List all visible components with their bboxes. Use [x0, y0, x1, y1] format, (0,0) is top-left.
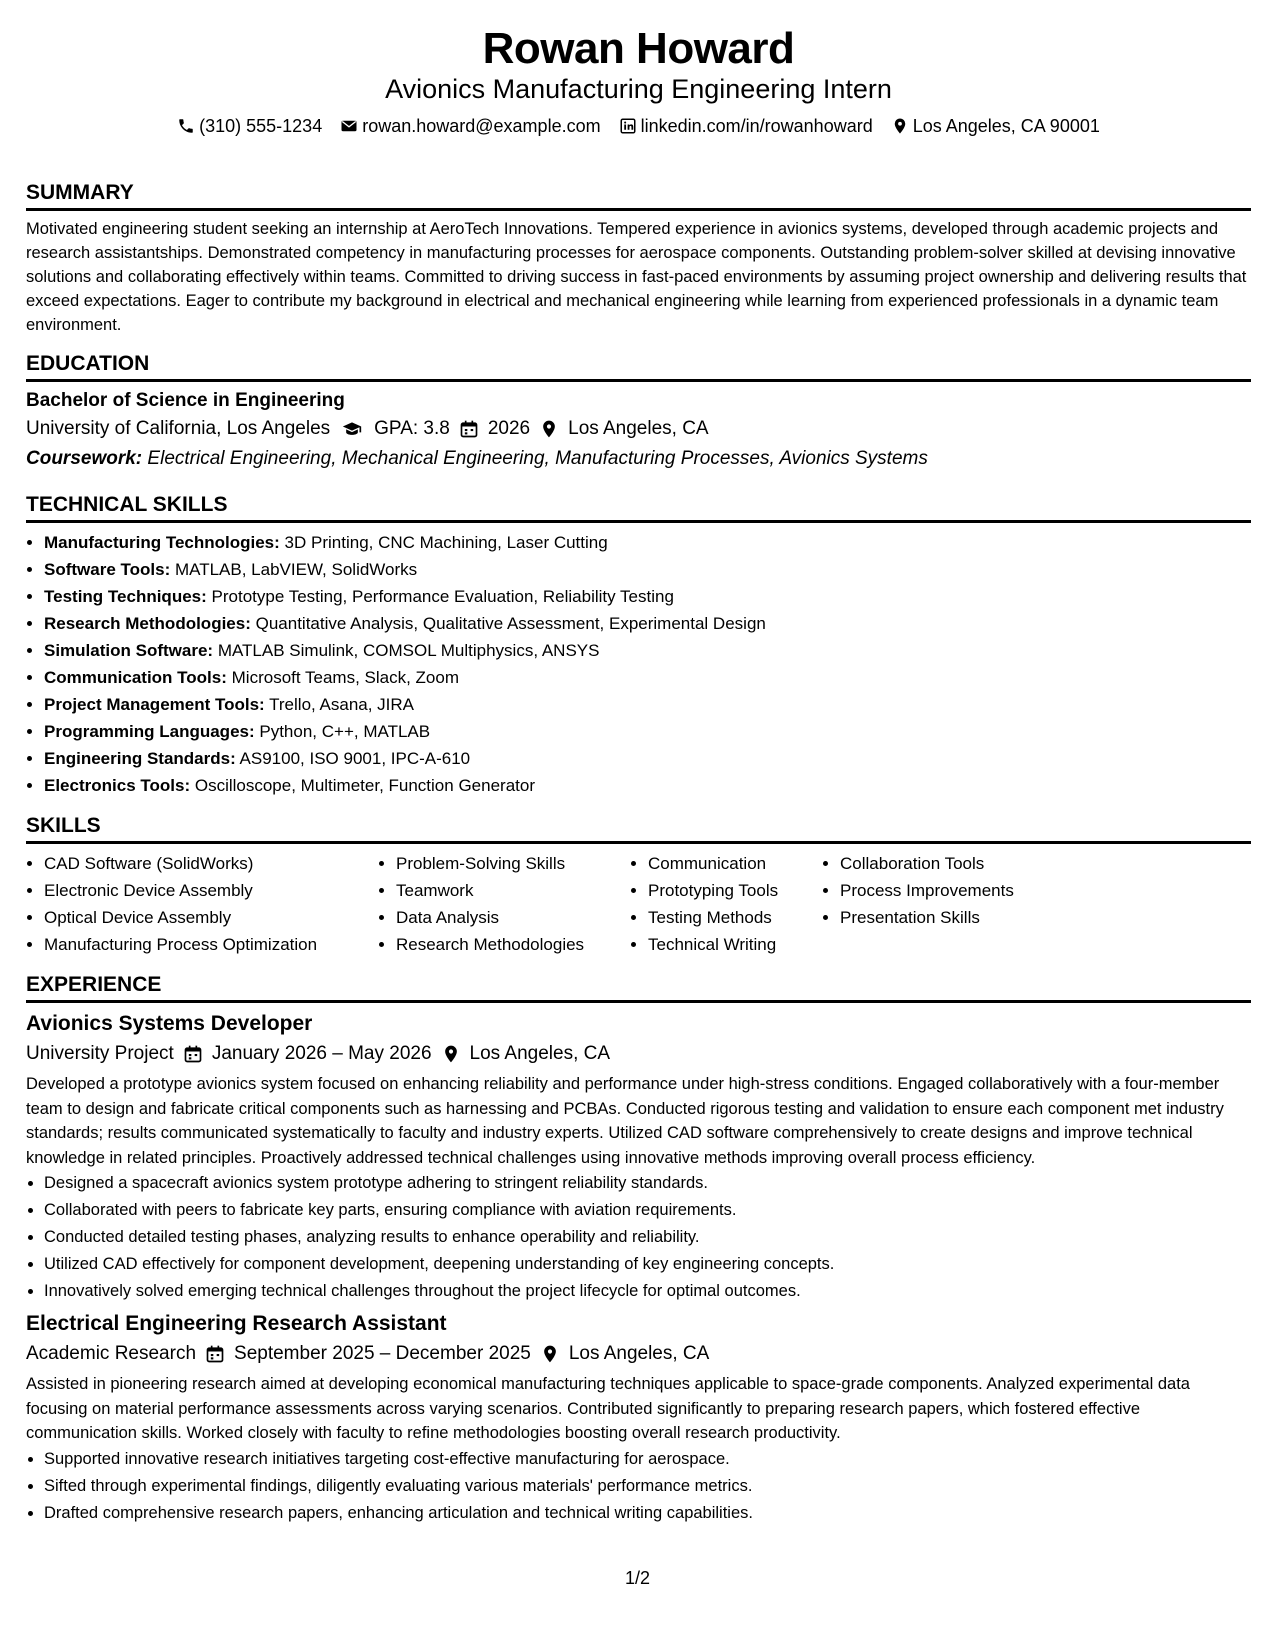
job-title: Electrical Engineering Research Assistant: [26, 1312, 447, 1335]
list-item: • Designed a spacecraft avionics system prototype adhering to stringent reliability standards.: [44, 1170, 1251, 1197]
summary-text: Motivated engineering student seeking an internship at AeroTech Innovations. Tempered experience in avionics systems, developed through academic projects and research assistantships. Demonstrated competency in manufacturing processes for aerospace components. Outstanding problem-solver skilled at devising innovative solutions and collaborating effectively within teams. Committed to driving success in fast-paced environments by assuming project ownership and delivering results that exceed expectations. Eager to contribute my background in electrical and mechanical engineering while learning from experienced professionals in a dynamic team environment.: [26, 220, 1247, 334]
list-item: • Data Analysis: [396, 904, 630, 931]
job-org: University Project: [26, 1043, 174, 1064]
job-bullets: [26, 1446, 1251, 1527]
map-pin-icon: [891, 117, 909, 135]
skills-column: [26, 850, 378, 958]
skill-value: Python, C++, MATLAB: [259, 722, 431, 741]
job-bullets: [26, 1170, 1251, 1305]
list-item: • Research Methodologies: [396, 931, 630, 958]
list-item: [44, 583, 1251, 610]
list-item: • Testing Methods: [648, 904, 822, 931]
experience-heading: EXPERIENCE: [26, 972, 1251, 1003]
skills-column: [822, 850, 1052, 958]
job-title: Avionics Systems Developer: [26, 1012, 313, 1035]
skill-label: Software Tools:: [44, 560, 171, 579]
list-item: [44, 691, 1251, 718]
list-item: • Prototyping Tools: [648, 877, 822, 904]
list-item: • Optical Device Assembly: [44, 904, 378, 931]
skill-value: MATLAB, LabVIEW, SolidWorks: [174, 560, 418, 579]
job-description: Developed a prototype avionics system focused on enhancing reliability and performance under high-stress conditions. Engaged collaboratively with a four-member team to design and fabricate critical components such as harnessing and PCBAs. Conducted rigorous testing and validation to ensure each component met industry standards; results communicated systematically to faculty and industry experts. Utilized CAD software comprehensively to create designs and improve technical knowledge in related principles. Proactively addressed technical challenges using innovative methods improving overall process efficiency.: [26, 1075, 1224, 1167]
list-item: [44, 772, 1251, 799]
technical-skills-list: [26, 529, 1251, 799]
job-entry: [26, 1309, 1251, 1527]
skill-value: AS9100, ISO 9001, IPC-A-610: [239, 749, 471, 768]
skill-value: 3D Printing, CNC Machining, Laser Cutting: [284, 533, 608, 552]
contact-linkedin[interactable]: [619, 114, 873, 138]
skills-grid: [26, 850, 1251, 958]
skill-value: Microsoft Teams, Slack, Zoom: [231, 668, 459, 687]
skills-column: [630, 850, 822, 958]
list-item: [44, 529, 1251, 556]
linkedin-icon: [619, 117, 637, 135]
job-dates: January 2026 – May 2026: [211, 1043, 432, 1064]
job-location: Los Angeles, CA: [469, 1043, 611, 1064]
skill-value: Quantitative Analysis, Qualitative Assessment, Experimental Design: [255, 614, 766, 633]
job-org: Academic Research: [26, 1343, 197, 1364]
graduation-cap-icon: [339, 419, 365, 439]
summary-heading: SUMMARY: [26, 180, 1251, 211]
list-item: • Drafted comprehensive research papers, enhancing articulation and technical writing capabilities.: [44, 1500, 1251, 1527]
list-item: • Communication: [648, 850, 822, 877]
map-pin-icon: [539, 419, 559, 439]
candidate-title: Avionics Manufacturing Engineering Intern: [385, 74, 892, 104]
location-text: Los Angeles, CA 90001: [912, 116, 1100, 136]
skill-label: Engineering Standards:: [44, 749, 236, 768]
list-item: • Presentation Skills: [840, 904, 1052, 931]
coursework-label: Coursework:: [26, 448, 143, 469]
list-item: • Collaboration Tools: [840, 850, 1052, 877]
list-item: • Conducted detailed testing phases, analyzing results to enhance operability and reliability.: [44, 1224, 1251, 1251]
map-pin-icon: [540, 1344, 560, 1364]
list-item: • Innovatively solved emerging technical challenges throughout the project lifecycle for optimal outcomes.: [44, 1278, 1251, 1305]
list-item: [44, 718, 1251, 745]
skill-value: Trello, Asana, JIRA: [269, 695, 415, 714]
skill-label: Simulation Software:: [44, 641, 214, 660]
graduation-year: 2026: [487, 418, 531, 439]
calendar-icon: [459, 419, 479, 439]
list-item: • Supported innovative research initiatives targeting cost-effective manufacturing for aerospace.: [44, 1446, 1251, 1473]
skill-label: Testing Techniques:: [44, 587, 207, 606]
list-item: [44, 637, 1251, 664]
skill-value: Oscilloscope, Multimeter, Function Generator: [194, 776, 535, 795]
calendar-icon: [205, 1344, 225, 1364]
email-text: rowan.howard@example.com: [362, 116, 601, 136]
job-meta: [26, 1339, 1251, 1369]
list-item: [44, 610, 1251, 637]
list-item: • Technical Writing: [648, 931, 822, 958]
list-item: [44, 664, 1251, 691]
list-item: • Collaborated with peers to fabricate key parts, ensuring compliance with aviation requirements.: [44, 1197, 1251, 1224]
technical-skills-heading: TECHNICAL SKILLS: [26, 492, 1251, 523]
contact-location: [891, 114, 1100, 138]
candidate-name: Rowan Howard: [482, 24, 795, 73]
coursework-line: [26, 444, 1251, 474]
list-item: • Teamwork: [396, 877, 630, 904]
skill-value: MATLAB Simulink, COMSOL Multiphysics, ANSYS: [217, 641, 600, 660]
education-meta: [26, 414, 1251, 444]
list-item: • CAD Software (SolidWorks): [44, 850, 378, 877]
school-name: University of California, Los Angeles: [26, 418, 331, 439]
education-heading: EDUCATION: [26, 351, 1251, 382]
phone-text: (310) 555-1234: [199, 116, 323, 136]
degree-title: Bachelor of Science in Engineering: [26, 390, 345, 411]
contact-phone[interactable]: [177, 114, 322, 138]
job-description: Assisted in pioneering research aimed at developing economical manufacturing techniques applicable to space-grade components. Analyzed experimental data focusing on material performance assessments across varying scenarios. Contributed significantly to preparing research papers, which fostered effective communication skills. Worked closely with faculty to refine methodologies boosting overall research productivity.: [26, 1375, 1190, 1442]
coursework-text: Electrical Engineering, Mechanical Engineering, Manufacturing Processes, Avionics Systems: [147, 448, 928, 469]
contact-line: [26, 114, 1251, 138]
page-number: 1/2: [624, 1568, 651, 1588]
skill-label: Communication Tools:: [44, 668, 227, 687]
skill-label: Programming Languages:: [44, 722, 255, 741]
skill-value: Prototype Testing, Performance Evaluation, Reliability Testing: [211, 587, 674, 606]
map-pin-icon: [441, 1044, 461, 1064]
skill-label: Project Management Tools:: [44, 695, 265, 714]
phone-icon: [177, 117, 195, 135]
resume-page: [26, 22, 1251, 1527]
resume-header: [26, 22, 1251, 138]
skill-label: Research Methodologies:: [44, 614, 251, 633]
gpa-text: GPA: 3.8: [374, 418, 450, 439]
contact-email[interactable]: [340, 114, 600, 138]
list-item: • Sifted through experimental findings, diligently evaluating various materials' performance metrics.: [44, 1473, 1251, 1500]
list-item: • Electronic Device Assembly: [44, 877, 378, 904]
education-location: Los Angeles, CA: [568, 418, 709, 439]
list-item: • Manufacturing Process Optimization: [44, 931, 378, 958]
skill-label: Manufacturing Technologies:: [44, 533, 280, 552]
skill-label: Electronics Tools:: [44, 776, 191, 795]
job-meta: [26, 1039, 1251, 1069]
list-item: • Problem-Solving Skills: [396, 850, 630, 877]
list-item: [44, 745, 1251, 772]
job-location: Los Angeles, CA: [568, 1343, 710, 1364]
list-item: • Utilized CAD effectively for component development, deepening understanding of key engineering concepts.: [44, 1251, 1251, 1278]
linkedin-text: linkedin.com/in/rowanhoward: [640, 116, 873, 136]
skills-heading: SKILLS: [26, 813, 1251, 844]
list-item: • Process Improvements: [840, 877, 1052, 904]
job-entry: [26, 1009, 1251, 1305]
list-item: [44, 556, 1251, 583]
calendar-icon: [183, 1044, 203, 1064]
job-dates: September 2025 – December 2025: [234, 1343, 531, 1364]
envelope-icon: [340, 117, 358, 135]
skills-column: [378, 850, 630, 958]
